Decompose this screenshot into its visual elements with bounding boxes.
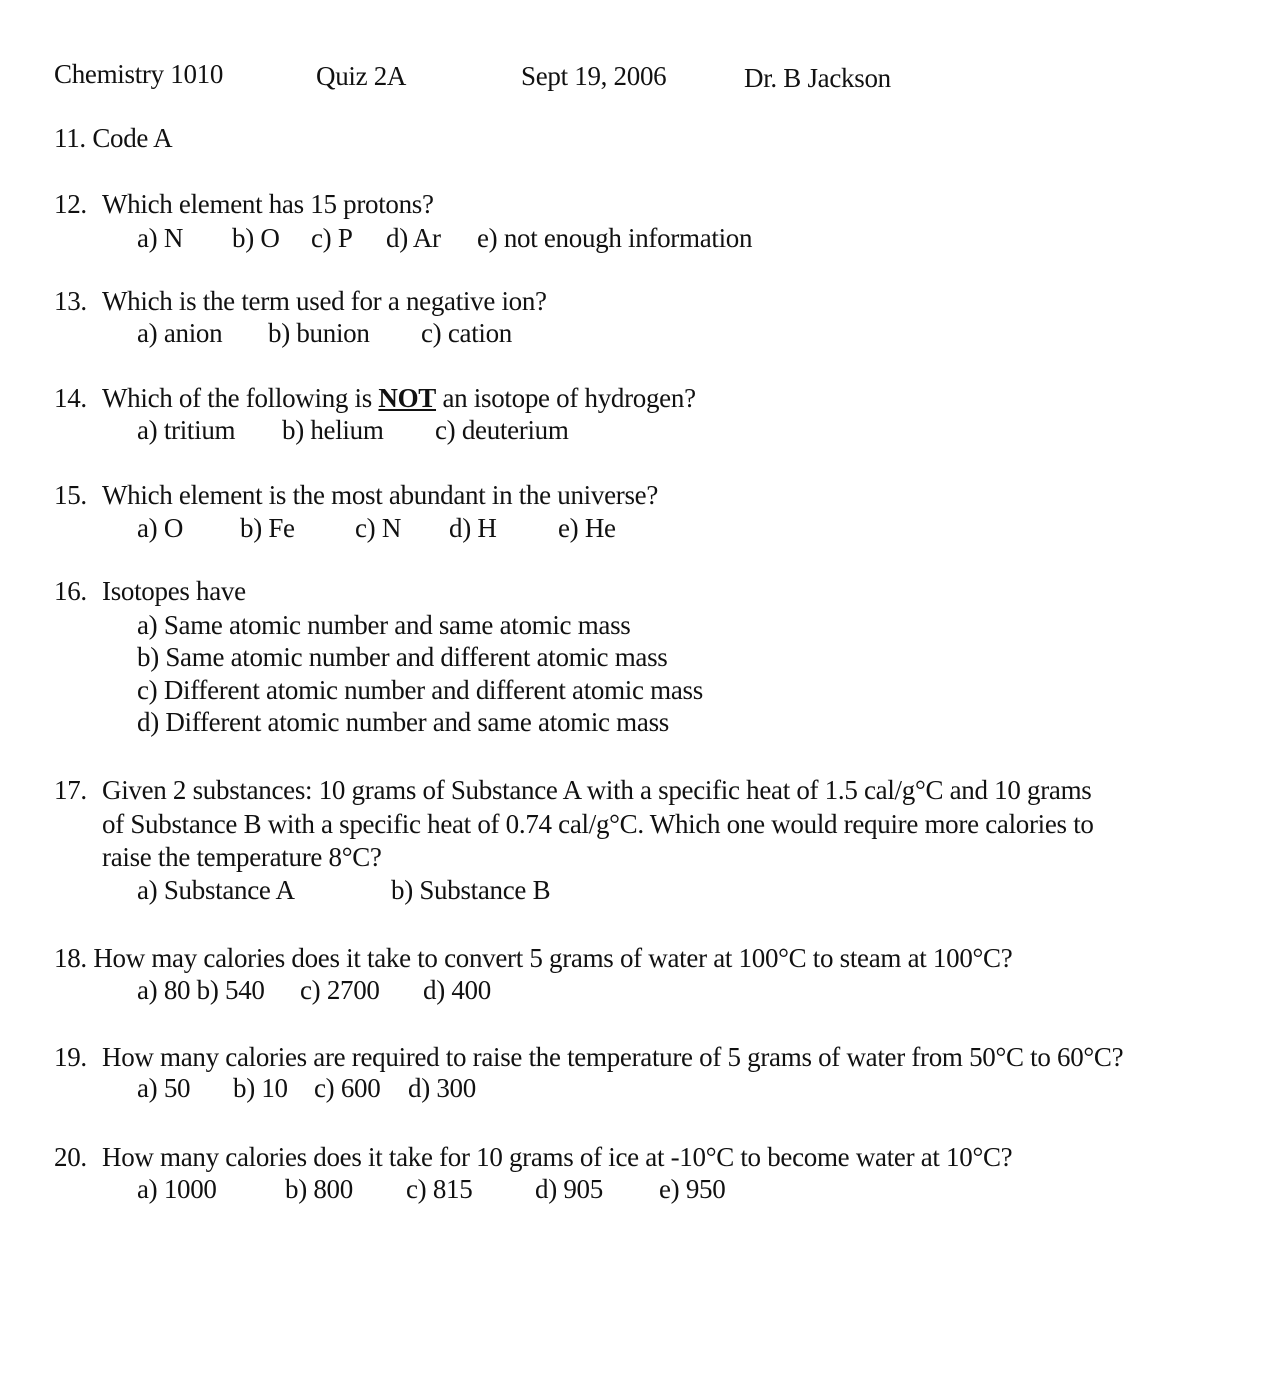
option: b) O — [232, 223, 280, 253]
option: d) 300 — [408, 1073, 476, 1103]
question-text: Given 2 substances: 10 grams of Substance A with a specific heat of 1.5 cal/g°C and 10 grams — [102, 775, 1092, 805]
option: c) N — [355, 513, 402, 543]
option: a) anion — [137, 318, 223, 348]
option: e) 950 — [659, 1174, 726, 1204]
question-20 — [54, 1141, 1012, 1173]
option: c) deuterium — [435, 415, 569, 445]
option: b) Same atomic number and different atomic mass — [137, 642, 668, 672]
question-text: Which element is the most abundant in the universe? — [102, 480, 659, 510]
option: a) Substance A — [137, 875, 295, 905]
option: b) 10 — [233, 1073, 288, 1103]
option: d) 400 — [423, 975, 491, 1005]
question-number: 13. — [54, 286, 87, 316]
emphasis-not: NOT — [378, 383, 437, 413]
option: d) Different atomic number and same atomic mass — [137, 707, 669, 737]
question-17 — [54, 774, 1091, 806]
question-number: 14. — [54, 383, 87, 413]
instructor-name: Dr. B Jackson — [744, 63, 891, 93]
option: b) Fe — [240, 513, 295, 543]
option: a) 80 b) 540 — [137, 975, 265, 1005]
option: c) 600 — [314, 1073, 381, 1103]
quiz-date: Sept 19, 2006 — [521, 61, 667, 91]
question-number: 17. — [54, 775, 87, 805]
question-text: Which is the term used for a negative ion? — [102, 286, 547, 316]
question-text-line-2: of Substance B with a specific heat of 0.74 cal/g°C. Which one would require more calories to — [102, 809, 1094, 839]
question-text: How many calories does it take for 10 grams of ice at -10°C to become water at 10°C? — [102, 1142, 1013, 1172]
option: c) cation — [421, 318, 512, 348]
question-12 — [54, 188, 434, 220]
question-11 — [54, 122, 172, 154]
option: a) O — [137, 513, 184, 543]
question-18 — [54, 942, 1012, 974]
option: a) tritium — [137, 415, 236, 445]
option: c) Different atomic number and different atomic mass — [137, 675, 703, 705]
question-16 — [54, 575, 246, 607]
question-number: 15. — [54, 480, 87, 510]
option: b) bunion — [268, 318, 370, 348]
question-text: Which element has 15 protons? — [102, 189, 434, 219]
course-title: Chemistry 1010 — [54, 59, 224, 89]
quiz-label: Quiz 2A — [316, 61, 407, 91]
option: c) 815 — [406, 1174, 473, 1204]
question-15 — [54, 479, 658, 511]
question-number: 16. — [54, 576, 87, 606]
question-13 — [54, 285, 547, 317]
option: c) 2700 — [300, 975, 380, 1005]
question-text: Code A — [92, 123, 173, 153]
question-number: 18. — [54, 943, 87, 973]
question-text-end: an isotope of hydrogen? — [442, 383, 696, 413]
question-text: How may calories does it take to convert 5 grams of water at 100°C to steam at 100°C? — [93, 943, 1013, 973]
option: b) 800 — [285, 1174, 353, 1204]
option: e) He — [558, 513, 616, 543]
option: c) P — [311, 223, 353, 253]
question-number: 19. — [54, 1042, 87, 1072]
question-14 — [54, 382, 696, 414]
option: a) Same atomic number and same atomic mass — [137, 610, 631, 640]
question-number: 12. — [54, 189, 87, 219]
question-text: Which of the following is — [102, 383, 372, 413]
option: b) helium — [282, 415, 384, 445]
question-19 — [54, 1041, 1123, 1073]
option: e) not enough information — [477, 223, 753, 253]
option: a) 50 — [137, 1073, 191, 1103]
question-number: 20. — [54, 1142, 87, 1172]
question-text: Isotopes have — [102, 576, 246, 606]
question-number: 11. — [54, 123, 86, 153]
option: b) Substance B — [391, 875, 551, 905]
question-text-line-3: raise the temperature 8°C? — [102, 842, 382, 872]
question-text: How many calories are required to raise the temperature of 5 grams of water from 50°C to 60°C? — [102, 1042, 1124, 1072]
option: d) 905 — [535, 1174, 603, 1204]
option: d) H — [449, 513, 497, 543]
option: a) N — [137, 223, 184, 253]
option: a) 1000 — [137, 1174, 217, 1204]
option: d) Ar — [386, 223, 441, 253]
